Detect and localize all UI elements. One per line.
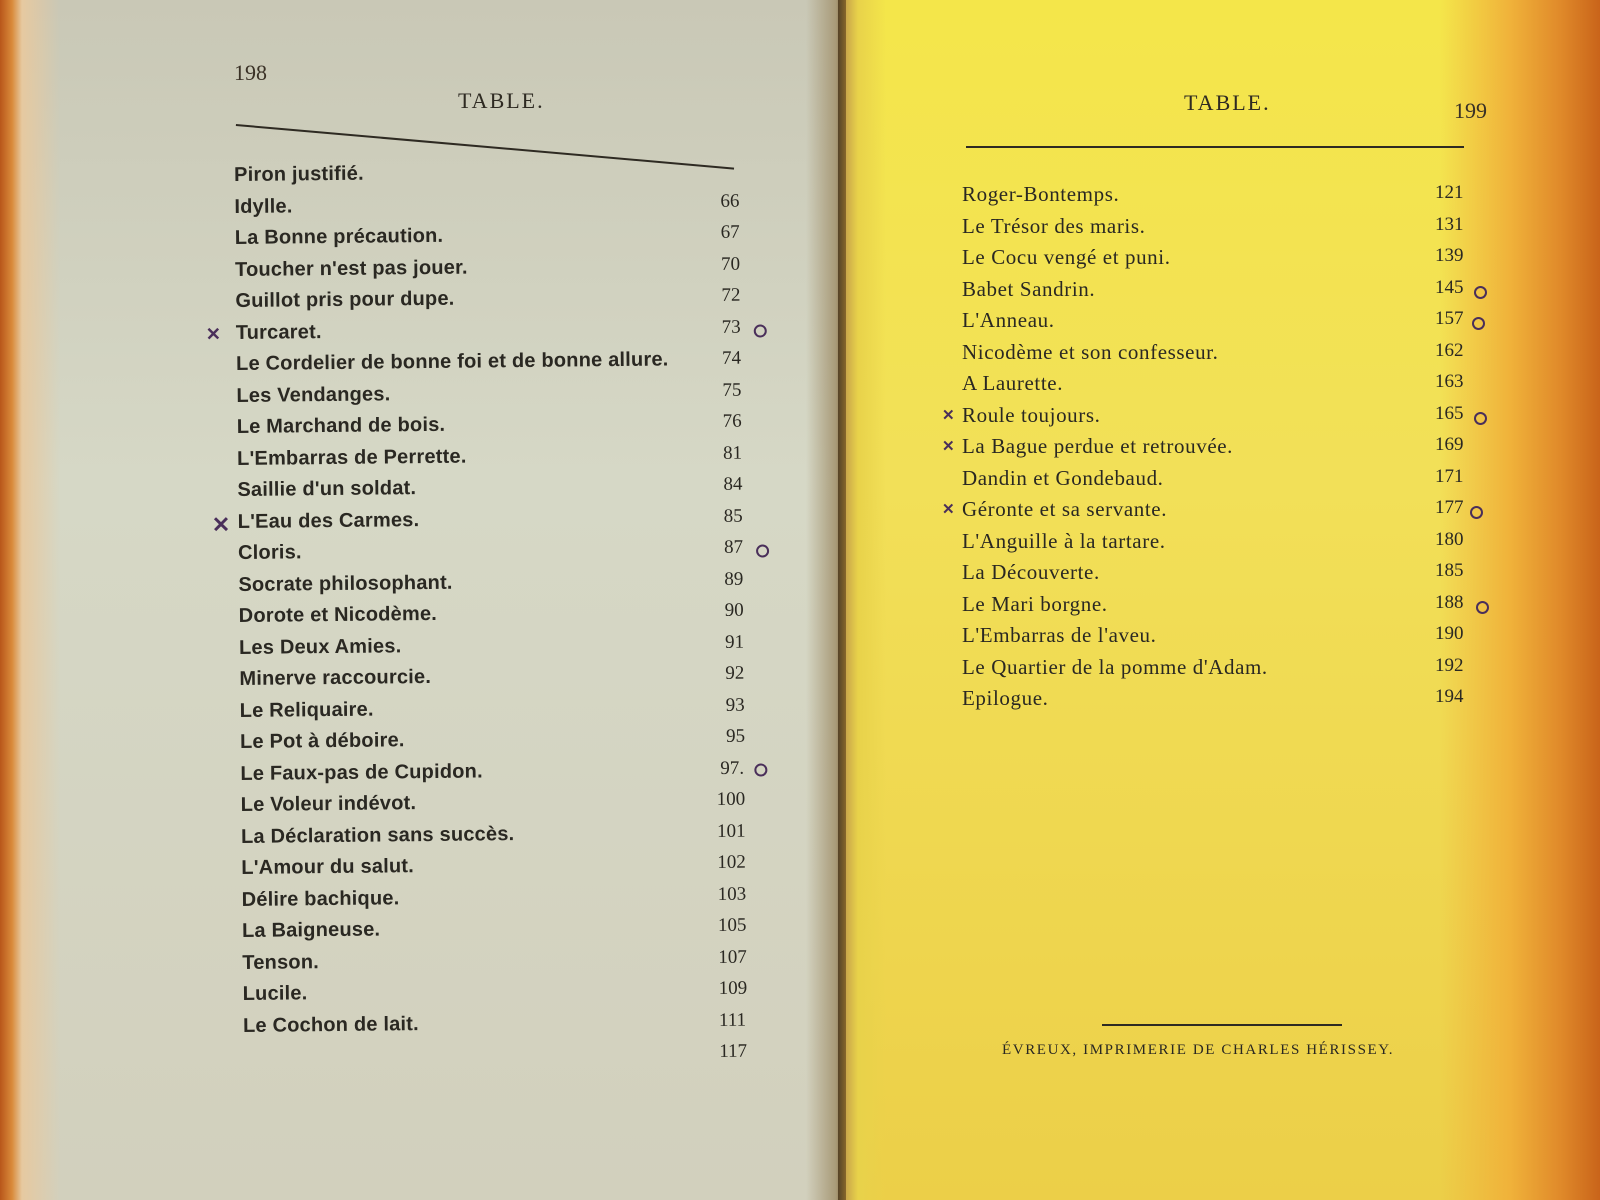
toc-entry-title: Babet Sandrin.: [962, 276, 1096, 301]
toc-entry: [962, 340, 1502, 372]
toc-entry-title: Turcaret.: [235, 320, 322, 344]
toc-entry-page: 185: [1435, 560, 1464, 581]
toc-entry-page: 139: [1435, 245, 1464, 266]
right-running-head: TABLE.: [1184, 90, 1271, 115]
toc-entry-page: 70: [720, 253, 741, 275]
toc-entry: [962, 308, 1502, 340]
toc-entry-page: 87: [723, 536, 744, 558]
toc-entry-page: 121: [1435, 182, 1464, 203]
left-toc-list: [205, 159, 764, 1078]
toc-entry-page: 95: [725, 725, 746, 747]
toc-entry-title: La Déclaration sans succès.: [240, 822, 515, 848]
toc-entry-title: La Bague perdue et retrouvée.: [962, 434, 1234, 458]
toc-entry: [942, 434, 1502, 466]
toc-entry-page: 89: [724, 568, 744, 590]
toc-entry-title: Nicodème et son confesseur.: [962, 339, 1219, 364]
toc-entry-page: 192: [1435, 654, 1464, 676]
toc-entry-title: Délire bachique.: [241, 886, 400, 911]
pencil-circle-mark-icon: [756, 544, 769, 557]
toc-entry-title: Cloris.: [237, 541, 302, 564]
right-page-number: 199: [1454, 98, 1487, 123]
toc-entry-page: 103: [717, 883, 747, 905]
pencil-circle-mark-icon: [754, 763, 767, 776]
toc-entry-page: 102: [717, 851, 746, 873]
toc-entry-title: Piron justifié.: [234, 162, 364, 186]
pencil-circle-mark-icon: [1474, 286, 1487, 299]
toc-entry: [962, 466, 1502, 498]
toc-entry-title: A Laurette.: [962, 371, 1064, 395]
toc-entry-page: 162: [1435, 339, 1464, 361]
toc-entry-page: 163: [1435, 371, 1464, 392]
toc-entry-title: L'Anguille à la tartare.: [962, 528, 1166, 553]
pencil-circle-mark-icon: [1474, 412, 1487, 425]
pencil-cross-mark-icon: ✕: [942, 439, 955, 455]
toc-entry: [962, 560, 1502, 592]
toc-entry-page: 165: [1435, 402, 1464, 424]
toc-entry: [962, 371, 1502, 403]
toc-entry-page: 101: [716, 820, 746, 842]
toc-entry-title: Le Faux-pas de Cupidon.: [240, 759, 483, 785]
toc-entry-page: 180: [1435, 528, 1464, 550]
toc-entry-page: 91: [724, 631, 745, 653]
toc-entry-title: Dandin et Gondebaud.: [962, 465, 1164, 490]
toc-entry-page: 157: [1435, 308, 1464, 329]
left-page-number: 198: [234, 60, 267, 85]
toc-entry-title: Le Cocu vengé et puni.: [962, 245, 1171, 269]
pencil-cross-mark-icon: ✕: [211, 511, 231, 537]
toc-entry: [962, 214, 1502, 246]
toc-entry-page: 107: [718, 946, 747, 968]
toc-entry-page: 111: [718, 1009, 747, 1031]
toc-entry-title: L'Anneau.: [962, 308, 1055, 332]
toc-entry-title: Le Cochon de lait.: [242, 1012, 419, 1037]
toc-entry-page: 190: [1435, 623, 1464, 644]
toc-entry-title: L'Amour du salut.: [241, 855, 415, 879]
right-toc-list: [942, 182, 1502, 718]
toc-entry-title: Le Trésor des maris.: [962, 213, 1146, 238]
toc-entry-title: La Découverte.: [962, 560, 1100, 584]
toc-entry-title: Géronte et sa servante.: [962, 497, 1168, 521]
toc-entry-title: Idylle.: [234, 194, 293, 218]
toc-entry-page: 93: [725, 694, 745, 716]
pencil-cross-mark-icon: ✕: [942, 502, 955, 518]
toc-entry-title: La Baigneuse.: [241, 918, 381, 942]
toc-entry-title: Le Quartier de la pomme d'Adam.: [962, 654, 1268, 679]
toc-entry-title: La Bonne précaution.: [234, 224, 444, 249]
toc-entry: [962, 592, 1502, 624]
toc-entry: [962, 623, 1502, 655]
toc-entry-page: 177: [1435, 497, 1464, 518]
toc-entry-title: Le Pot à déboire.: [239, 729, 405, 753]
toc-entry-page: 145: [1435, 276, 1464, 298]
toc-entry-title: L'Eau des Carmes.: [237, 508, 420, 533]
left-running-head: TABLE.: [458, 88, 545, 113]
toc-entry: [962, 686, 1502, 718]
toc-entry-page: 171: [1435, 465, 1464, 487]
toc-entry-page: 90: [724, 599, 744, 621]
pencil-circle-mark-icon: [1470, 506, 1483, 519]
pencil-circle-mark-icon: [1476, 601, 1489, 614]
toc-entry-title: Roule toujours.: [962, 402, 1101, 427]
toc-entry-title: Le Marchand de bois.: [236, 413, 446, 438]
toc-entry-title: Les Deux Amies.: [238, 634, 402, 659]
printer-imprint: ÉVREUX, IMPRIMERIE DE CHARLES HÉRISSEY.: [1002, 1042, 1395, 1058]
toc-entry-page: 105: [717, 914, 747, 936]
toc-entry-page: 72: [721, 284, 741, 306]
toc-entry-title: Epilogue.: [962, 686, 1049, 710]
toc-entry-page: 76: [722, 410, 742, 432]
pencil-circle-mark-icon: [1472, 317, 1485, 330]
toc-entry: [962, 245, 1502, 277]
toc-entry-title: Toucher n'est pas jouer.: [234, 256, 468, 281]
toc-entry-title: Le Reliquaire.: [239, 698, 374, 722]
toc-entry-page: 81: [722, 442, 743, 464]
toc-entry-title: L'Embarras de Perrette.: [236, 445, 467, 470]
toc-entry: [962, 655, 1502, 687]
toc-entry-page: 66: [720, 190, 740, 212]
toc-entry-page: 75: [722, 379, 742, 401]
pencil-circle-mark-icon: [754, 324, 767, 337]
toc-entry-page: 169: [1435, 434, 1464, 455]
toc-entry-page: 92: [725, 662, 745, 684]
toc-entry-page: 97.: [720, 757, 745, 779]
imprint-rule: [1102, 1024, 1342, 1026]
toc-entry-title: Minerve raccourcie.: [239, 665, 432, 690]
toc-entry-title: L'Embarras de l'aveu.: [962, 623, 1157, 647]
toc-entry: [962, 182, 1502, 214]
toc-entry: [962, 529, 1502, 561]
toc-entry: [962, 277, 1502, 309]
toc-entry-page: 84: [723, 473, 743, 495]
toc-entry-title: Lucile.: [242, 982, 308, 1005]
toc-entry-title: Le Mari borgne.: [962, 591, 1108, 616]
toc-entry-title: Les Vendanges.: [236, 382, 391, 407]
toc-entry-title: Le Voleur indévot.: [240, 792, 417, 816]
toc-entry-title: Le Cordelier de bonne foi et de bonne allure.: [235, 348, 669, 375]
toc-entry-title: Roger-Bontemps.: [962, 182, 1120, 206]
toc-entry-page: 131: [1435, 213, 1464, 235]
toc-entry-page: 188: [1435, 591, 1464, 613]
toc-entry-title: Socrate philosophant.: [238, 571, 453, 596]
toc-entry-page: 73: [721, 316, 741, 338]
toc-entry: [942, 497, 1502, 529]
toc-entry: [942, 402, 1502, 435]
toc-entry-title: Dorote et Nicodème.: [238, 602, 438, 627]
toc-entry-title: Tenson.: [242, 950, 320, 974]
toc-entry-page: 100: [716, 788, 746, 810]
toc-entry: [243, 1041, 763, 1078]
toc-entry-page: 194: [1435, 686, 1464, 707]
toc-entry-page: 74: [721, 347, 742, 369]
right-page: [846, 0, 1600, 1200]
pencil-cross-mark-icon: ✕: [942, 407, 955, 424]
pencil-cross-mark-icon: ✕: [205, 323, 221, 344]
toc-entry-page: 67: [720, 221, 740, 243]
toc-entry-title: Guillot pris pour dupe.: [235, 287, 455, 312]
toc-entry-page: 117: [719, 1040, 748, 1062]
toc-entry-title: Saillie d'un soldat.: [237, 477, 417, 501]
right-header-rule: [966, 146, 1464, 148]
toc-entry-page: 109: [718, 977, 748, 999]
toc-entry-page: 85: [723, 505, 743, 527]
